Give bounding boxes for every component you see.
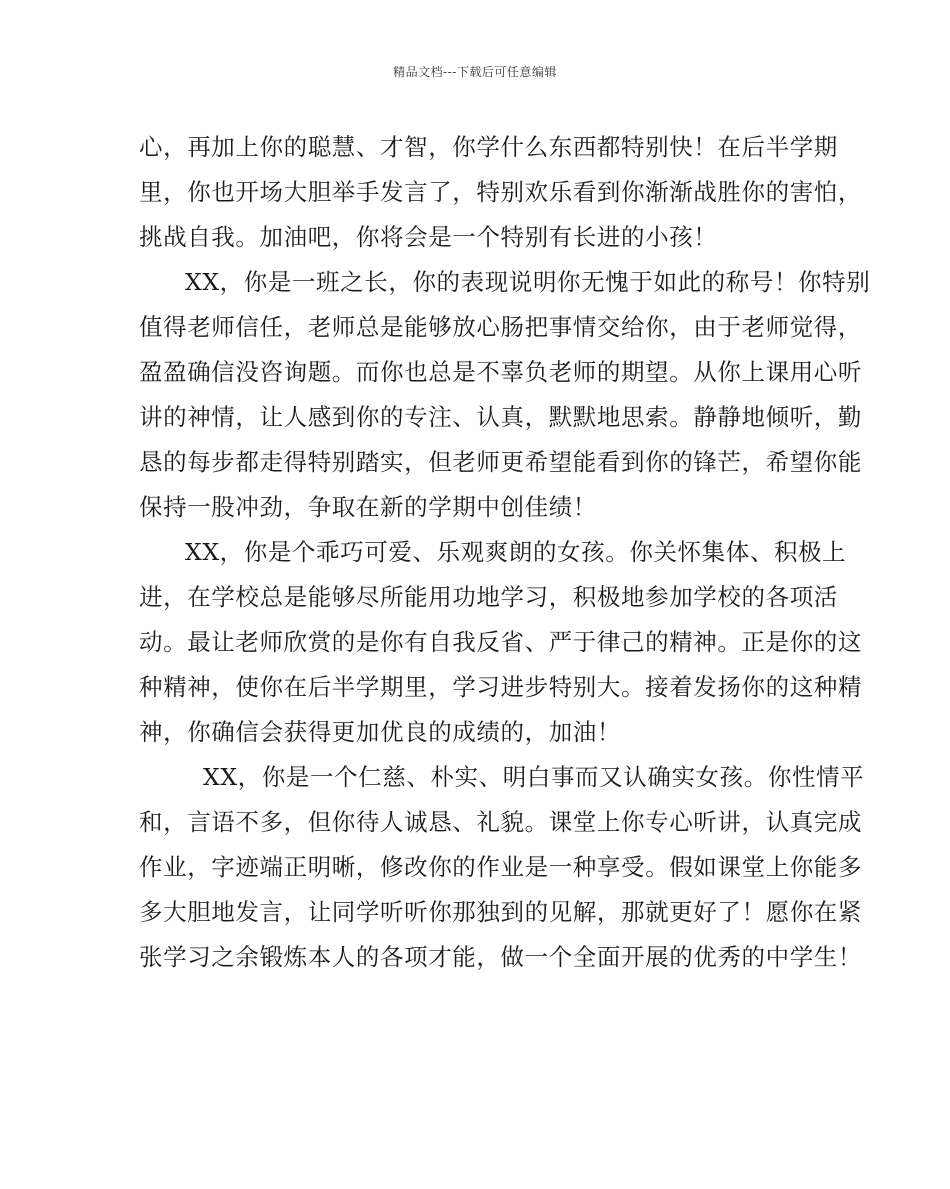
text-line: 种精神，使你在后半学期里，学习进步特别大。接着发扬你的这种精: [139, 673, 862, 701]
document-body: [139, 125, 871, 980]
text-line: 挑战自我。加油吧，你将会是一个特别有长进的小孩！: [139, 223, 718, 251]
text-line: 作业，字迹端正明晰，修改你的作业是一种享受。假如课堂上你能多: [139, 853, 862, 881]
text-line: 恳的每步都走得特别踏实，但老师更希望能看到你的锋芒，希望你能: [139, 448, 862, 476]
text-line: 盈盈确信没咨询题。而你也总是不辜负老师的期望。从你上课用心听: [139, 358, 862, 386]
text-line: 张学习之余锻炼本人的各项才能，做一个全面开展的优秀的中学生！: [139, 943, 862, 971]
text-line: 里，你也开场大胆举手发言了，特别欢乐看到你渐渐战胜你的害怕，: [139, 178, 862, 206]
paragraph-first-line: XX，你是一个仁慈、朴实、明白事而又认确实女孩。你性情平: [203, 763, 865, 791]
paragraph-first-line: XX，你是一班之长，你的表现说明你无愧于如此的称号！你特别: [185, 268, 871, 296]
text-line: 多大胆地发言，让同学听听你那独到的见解，那就更好了！愿你在紧: [139, 898, 862, 926]
text-line: 保持一股冲劲，争取在新的学期中创佳绩！: [139, 493, 597, 521]
text-line: 值得老师信任，老师总是能够放心肠把事情交给你，由于老师觉得，: [139, 313, 862, 341]
text-line: 心，再加上你的聪慧、才智，你学什么东西都特别快！在后半学期: [139, 133, 838, 161]
text-line: 进，在学校总是能够尽所能用功地学习，积极地参加学校的各项活: [139, 583, 838, 611]
text-line: 动。最让老师欣赏的是你有自我反省、严于律己的精神。正是你的这: [139, 628, 862, 656]
text-line: 和，言语不多，但你待人诚恳、礼貌。课堂上你专心听讲，认真完成: [139, 808, 862, 836]
text-line: 神，你确信会获得更加优良的成绩的，加油！: [139, 718, 621, 746]
page-header: 精品文档---下载后可任意编辑: [393, 65, 557, 79]
text-line: 讲的神情，让人感到你的专注、认真，默默地思索。静静地倾听，勤: [139, 403, 862, 431]
paragraph-first-line: XX，你是个乖巧可爱、乐观爽朗的女孩。你关怀集体、积极上: [185, 538, 847, 566]
